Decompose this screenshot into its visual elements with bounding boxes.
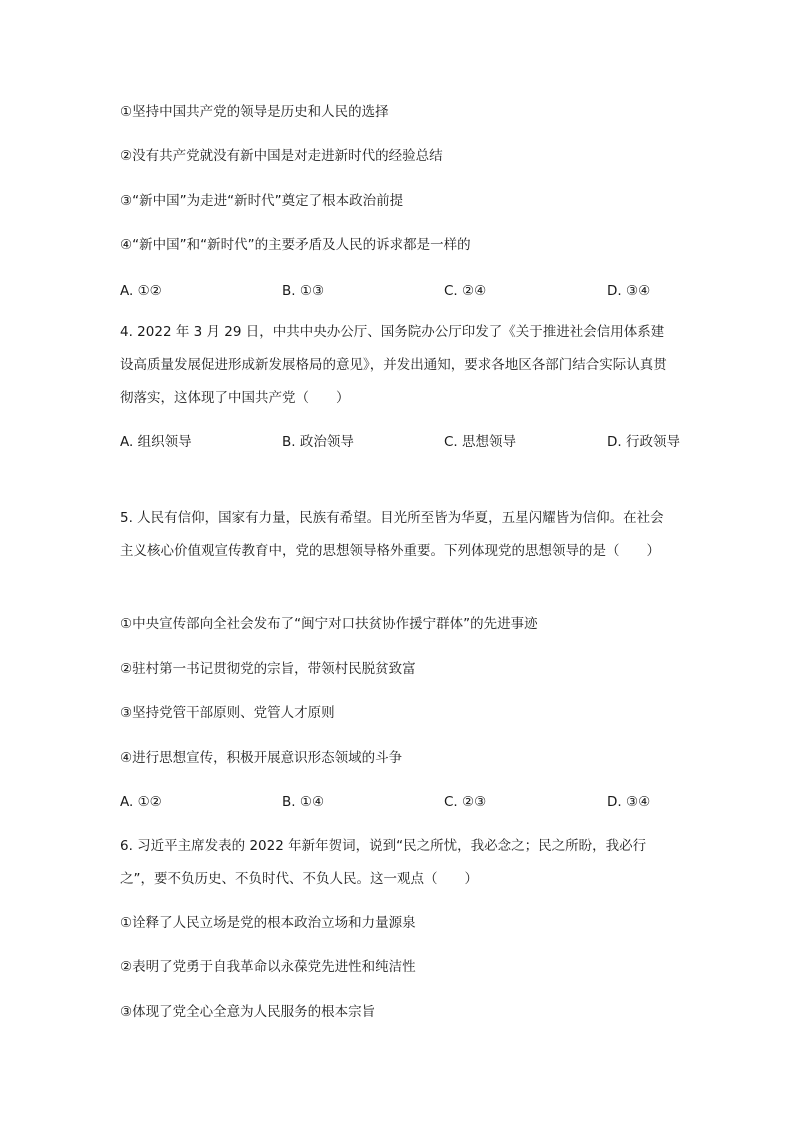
q5-stem: 5. 人民有信仰，国家有力量，民族有希望。目光所至皆为华夏，五星闪耀皆为信仰。在社会主义核心价值观宣传教育中，党的思想领导格外重要。下列体现党的思想领导的是（ ）: [120, 510, 664, 559]
q5-option-c: C. ②③: [444, 794, 487, 810]
q3-option-c: C. ②④: [444, 283, 487, 299]
q3-options: [120, 281, 680, 301]
q3-item-1: ①坚持中国共产党的领导是历史和人民的选择: [120, 104, 389, 120]
q3-item-4: ④“新中国”和“新时代”的主要矛盾及人民的诉求都是一样的: [120, 237, 471, 253]
q4-options: [120, 432, 680, 452]
q5-option-a: A. ①②: [120, 794, 162, 810]
q5-item-1: ①中央宣传部向全社会发布了“闽宁对口扶贫协作援宁群体”的先进事迹: [120, 616, 538, 632]
q3-option-a: A. ①②: [120, 283, 162, 299]
q6-item-3: ③体现了党全心全意为人民服务的根本宗旨: [120, 1004, 376, 1020]
q3-item-3: ③“新中国”为走进“新时代”奠定了根本政治前提: [120, 193, 404, 209]
q6-item-2: ②表明了党勇于自我革命以永葆党先进性和纯洁性: [120, 959, 416, 975]
q4-option-c: C. 思想领导: [444, 434, 517, 450]
q5-options: [120, 792, 680, 812]
q4-stem: 4. 2022 年 3 月 29 日，中共中央办公厅、国务院办公厅印发了《关于推进社会信用体系建设高质量发展促进形成新发展格局的意见》，并发出通知，要求各地区各部门结合实际认真贯彻落实，这体现了中国共产党（ ）: [120, 324, 667, 406]
q5-item-3: ③坚持党管干部原则、党管人才原则: [120, 705, 335, 721]
q3-option-b: B. ①③: [282, 283, 325, 299]
q3-option-d: D. ③④: [607, 283, 651, 299]
q4-option-b: B. 政治领导: [282, 434, 354, 450]
q5-option-d: D. ③④: [607, 794, 651, 810]
q5-item-2: ②驻村第一书记贯彻党的宗旨，带领村民脱贫致富: [120, 661, 416, 677]
q5-option-b: B. ①④: [282, 794, 325, 810]
q6-item-1: ①诠释了人民立场是党的根本政治立场和力量源泉: [120, 915, 416, 931]
q4-option-a: A. 组织领导: [120, 434, 192, 450]
q6-stem: 6. 习近平主席发表的 2022 年新年贺词，说到“民之所忧，我必念之；民之所盼，我必行之”，要不负历史、不负时代、不负人民。这一观点（ ）: [120, 838, 647, 887]
q5-item-4: ④进行思想宣传，积极开展意识形态领域的斗争: [120, 750, 403, 766]
q4-option-d: D. 行政领导: [607, 434, 680, 450]
q3-item-2: ②没有共产党就没有新中国是对走进新时代的经验总结: [120, 148, 443, 164]
